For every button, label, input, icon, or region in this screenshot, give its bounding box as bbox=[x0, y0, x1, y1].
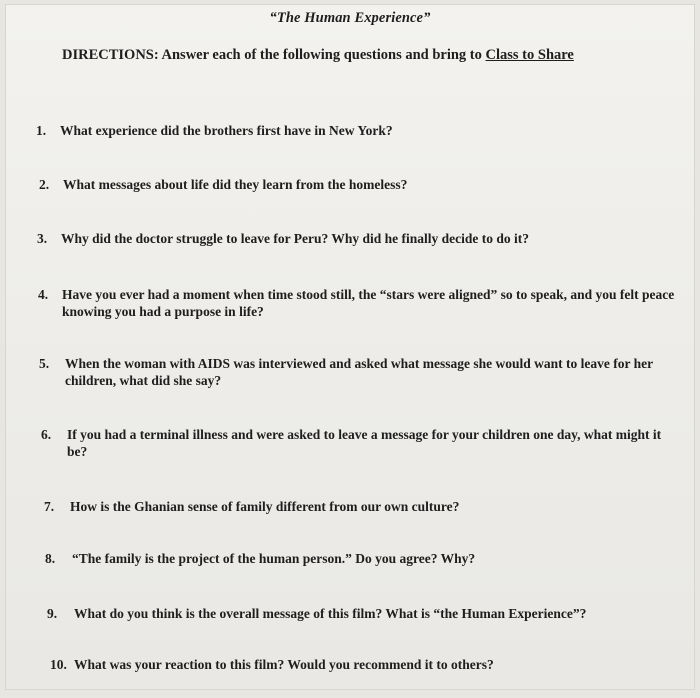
directions-emphasis: Class to Share bbox=[485, 47, 574, 63]
question-text: What was your reaction to this film? Would you recommend it to others? bbox=[74, 657, 494, 672]
question-10 bbox=[50, 656, 670, 673]
question-text: What experience did the brothers first have in New York? bbox=[60, 123, 393, 138]
question-text: Why did the doctor struggle to leave for Peru? Why did he finally decide to do it? bbox=[61, 231, 529, 246]
question-8 bbox=[45, 550, 665, 567]
directions bbox=[62, 47, 574, 64]
question-text: What messages about life did they learn from the homeless? bbox=[63, 177, 408, 192]
question-number: 2. bbox=[39, 177, 50, 192]
question-9 bbox=[47, 605, 667, 622]
question-2 bbox=[39, 176, 659, 193]
question-text: What do you think is the overall message of this film? What is “the Human Experience”? bbox=[74, 606, 587, 621]
question-number: 1. bbox=[36, 123, 47, 138]
question-5 bbox=[39, 355, 669, 389]
question-number: 8. bbox=[45, 551, 56, 566]
document-title: “The Human Experience” bbox=[269, 10, 431, 26]
question-number: 7. bbox=[44, 499, 55, 514]
question-number: 3. bbox=[37, 231, 48, 246]
question-number: 9. bbox=[47, 606, 58, 621]
directions-text: DIRECTIONS: Answer each of the following questions and bring to bbox=[62, 47, 486, 63]
question-4 bbox=[38, 286, 683, 320]
question-3 bbox=[37, 230, 657, 247]
question-text: If you had a terminal illness and were asked to leave a message for your children one day, what might it be? bbox=[67, 427, 662, 459]
question-1 bbox=[36, 122, 656, 139]
question-number: 6. bbox=[41, 427, 52, 442]
worksheet-page bbox=[5, 4, 695, 690]
question-text: When the woman with AIDS was interviewed and asked what message she would want to leave for her children, what did she say? bbox=[65, 356, 653, 388]
question-7 bbox=[44, 498, 664, 515]
question-6 bbox=[41, 426, 671, 460]
question-number: 4. bbox=[38, 287, 49, 302]
question-number: 10. bbox=[50, 657, 67, 672]
question-text: How is the Ghanian sense of family different from our own culture? bbox=[70, 499, 460, 514]
question-text: Have you ever had a moment when time stood still, the “stars were aligned” so to speak, and you felt peace knowing you had a purpose in life? bbox=[62, 287, 675, 319]
question-text: “The family is the project of the human person.” Do you agree? Why? bbox=[72, 551, 476, 566]
question-number: 5. bbox=[39, 356, 50, 371]
